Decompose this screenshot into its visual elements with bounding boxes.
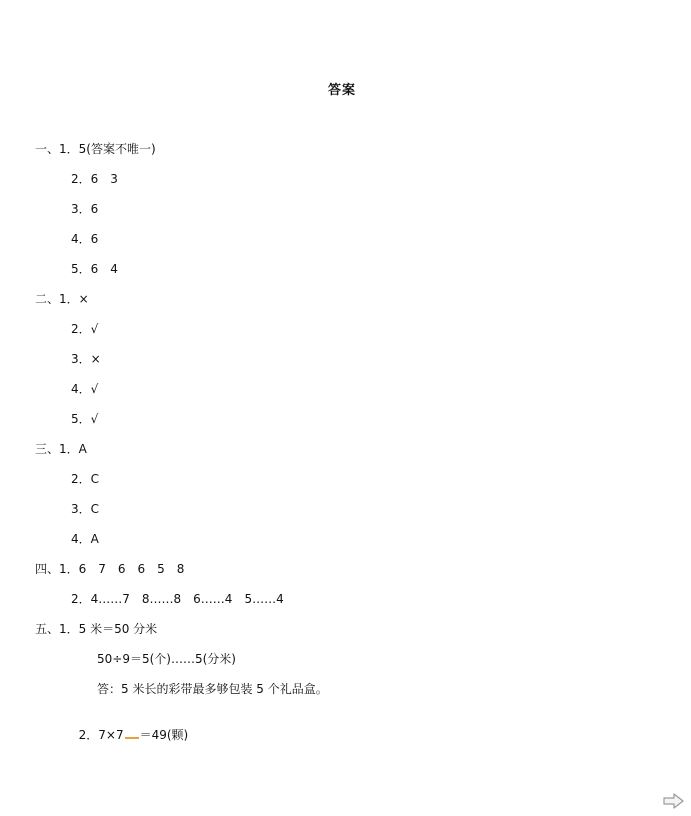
answer-line: 二、1．× <box>35 292 89 306</box>
last-line-prefix: 2．7×7 <box>78 728 124 742</box>
answer-line: 4．√ <box>71 382 99 396</box>
answer-line: 2．4……7 8……8 6……4 5……4 <box>71 592 284 606</box>
last-line-suffix: ＝49(颗) <box>139 728 189 742</box>
answer-line: 4．6 <box>71 232 99 246</box>
answer-line: 50÷9＝5(个)……5(分米) <box>97 652 236 666</box>
next-page-button[interactable] <box>663 792 685 810</box>
answer-line: 3．× <box>71 352 101 366</box>
answer-line-last <box>71 711 188 743</box>
answer-line: 一、1．5(答案不唯一) <box>35 142 156 156</box>
page-title: 答案 <box>327 83 356 98</box>
answer-line: 答：5 米长的彩带最多够包装 5 个礼品盒。 <box>97 682 328 696</box>
answer-line: 四、1．6 7 6 6 5 8 <box>35 562 185 576</box>
answer-line: 3．C <box>71 502 100 516</box>
answer-line: 5．√ <box>71 412 99 426</box>
answer-line: 3．6 <box>71 202 99 216</box>
answer-line: 2．6 3 <box>71 172 118 186</box>
blank-underline <box>125 729 139 739</box>
next-page-arrow-icon <box>663 792 685 810</box>
answer-line: 五、1．5 米＝50 分米 <box>35 622 158 636</box>
answer-line: 5．6 4 <box>71 262 118 276</box>
answer-line: 2．√ <box>71 322 99 336</box>
answer-line: 2．C <box>71 472 100 486</box>
answer-line: 4．A <box>71 532 99 546</box>
answer-line: 三、1．A <box>35 442 87 456</box>
